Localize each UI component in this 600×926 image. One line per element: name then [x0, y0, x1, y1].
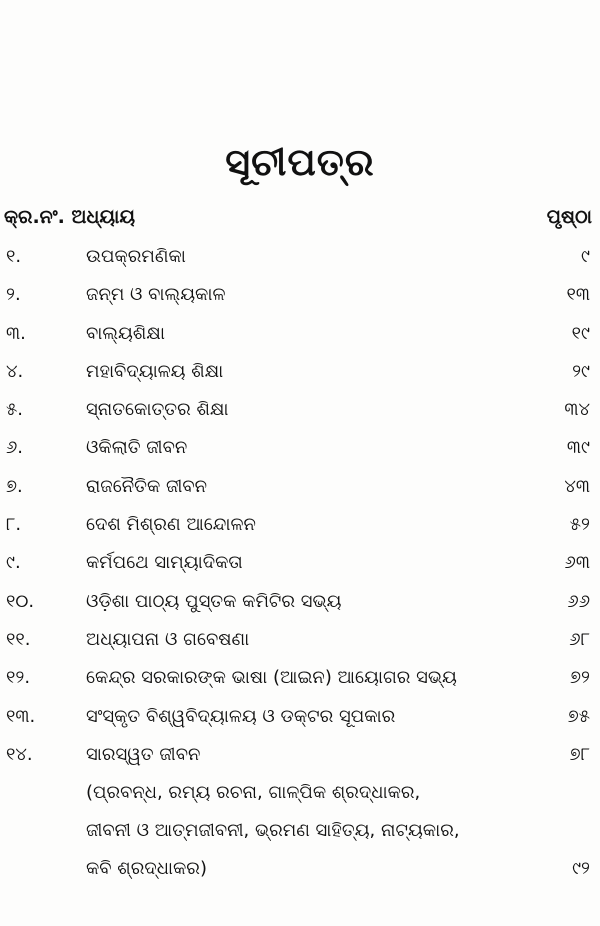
chapter-title: ସ୍ନାତକୋତ୍ତର ଶିକ୍ଷା — [86, 399, 229, 421]
item-number: ୮. — [6, 514, 22, 536]
page-number: ୧୯ — [571, 322, 590, 344]
page-number: ୨୯ — [572, 360, 590, 382]
page-number: ୭୨ — [570, 667, 590, 689]
page-number: ୯ — [581, 246, 590, 267]
chapter-title: ଦେଶ ମିଶ୍ରଣ ଆନ୍ଦୋଳନ — [86, 514, 256, 536]
chapter-title: ଓକିଲାତି ଜୀବନ — [86, 437, 188, 459]
page-number: ୭୮ — [569, 743, 590, 765]
page-number: ୫୨ — [569, 514, 590, 536]
column-header-serial-chapter: କ୍ର.ନଂ. ଅଧ୍ୟାୟ — [4, 206, 136, 228]
chapter-title: ରାଜନୈତିକ ଜୀବନ — [86, 475, 208, 497]
chapter-title: ଜନ୍ମ ଓ ବାଲ୍ୟକାଳ — [86, 284, 226, 306]
chapter-title: ସଂସ୍କୃତ ବିଶ୍ୱବିଦ୍ୟାଳୟ ଓ ଡକ୍ଟର ସୂପକାର — [86, 705, 396, 727]
item-number: ୧୨. — [6, 667, 31, 689]
chapter-title: ଉପକ୍ରମଣିକା — [86, 246, 186, 267]
contents-list — [0, 240, 600, 890]
list-item — [0, 623, 600, 661]
subitems-line-2: ଜୀବନୀ ଓ ଆତ୍ମଜୀବନୀ, ଭ୍ରମଣ ସାହିତ୍ୟ, ନାଟ୍ୟକାର, — [86, 820, 460, 842]
list-item — [0, 355, 600, 393]
sub-list-line — [0, 776, 600, 814]
chapter-title: ଓଡ଼ିଶା ପାଠ୍ୟ ପୁସ୍ତକ କମିଟିର ସଭ୍ୟ — [86, 590, 342, 612]
item-number: ୧. — [6, 246, 22, 267]
page-number: ୬୩ — [564, 552, 590, 574]
chapter-title: ସାରସ୍ୱତ ଜୀବନ — [86, 743, 201, 765]
item-number: ୪. — [6, 360, 24, 382]
list-item — [0, 700, 600, 738]
list-item — [0, 317, 600, 355]
subitems-line-1: (ପ୍ରବନ୍ଧ, ରମ୍ୟ ରଚନା, ଗାଳ୍ପିକ ଶ୍ରଦ୍ଧାକର, — [86, 782, 421, 804]
sub-list-line — [0, 852, 600, 890]
page-number: ୯୨ — [572, 858, 590, 880]
list-item — [0, 278, 600, 316]
item-number: ୬. — [6, 437, 24, 459]
chapter-title: ଅଧ୍ୟାପନା ଓ ଗବେଷଣା — [86, 628, 250, 650]
chapter-title: ବାଲ୍ୟଶିକ୍ଷା — [86, 322, 165, 344]
sub-list-line — [0, 814, 600, 852]
item-number: ୨. — [6, 284, 21, 306]
list-item — [0, 240, 600, 278]
page-number: ୬୬ — [567, 590, 590, 612]
chapter-title: କର୍ମପଥେ ସାମ୍ୟାଦିକତା — [86, 552, 243, 574]
item-number: ୯. — [6, 552, 21, 574]
chapter-title: କେନ୍ଦ୍ର ସରକାରଙ୍କ ଭାଷା (ଆଇନ) ଆୟୋଗର ସଭ୍ୟ — [86, 667, 457, 689]
page-number: ୬୮ — [569, 628, 590, 650]
item-number: ୧୩. — [6, 705, 36, 727]
item-number: ୫. — [6, 399, 23, 421]
item-number: ୧୧. — [6, 628, 31, 650]
page-number: ୩୯ — [566, 437, 590, 459]
column-header-page: ପୃଷ୍ଠା — [546, 206, 592, 228]
page-number: ୧୩ — [566, 284, 590, 306]
list-item — [0, 738, 600, 776]
page-title: ସୂଚୀପତ୍ର — [225, 140, 375, 184]
chapter-title: ମହାବିଦ୍ୟାଳୟ ଶିକ୍ଷା — [86, 360, 224, 382]
subitems-line-3: କବି ଶ୍ରଦ୍ଧାକର) — [86, 858, 207, 880]
item-number: ୭. — [6, 475, 23, 497]
page-number: ୪୩ — [564, 475, 590, 497]
page-number: ୩୪ — [564, 399, 590, 421]
list-item — [0, 470, 600, 508]
list-item — [0, 508, 600, 546]
list-item — [0, 393, 600, 431]
page-number: ୭୫ — [567, 705, 590, 727]
item-number: ୧୪. — [6, 743, 33, 765]
item-number: ୧୦. — [6, 590, 35, 612]
list-item — [0, 431, 600, 469]
list-item — [0, 661, 600, 699]
list-item — [0, 585, 600, 623]
item-number: ୩. — [6, 322, 26, 344]
list-item — [0, 546, 600, 584]
